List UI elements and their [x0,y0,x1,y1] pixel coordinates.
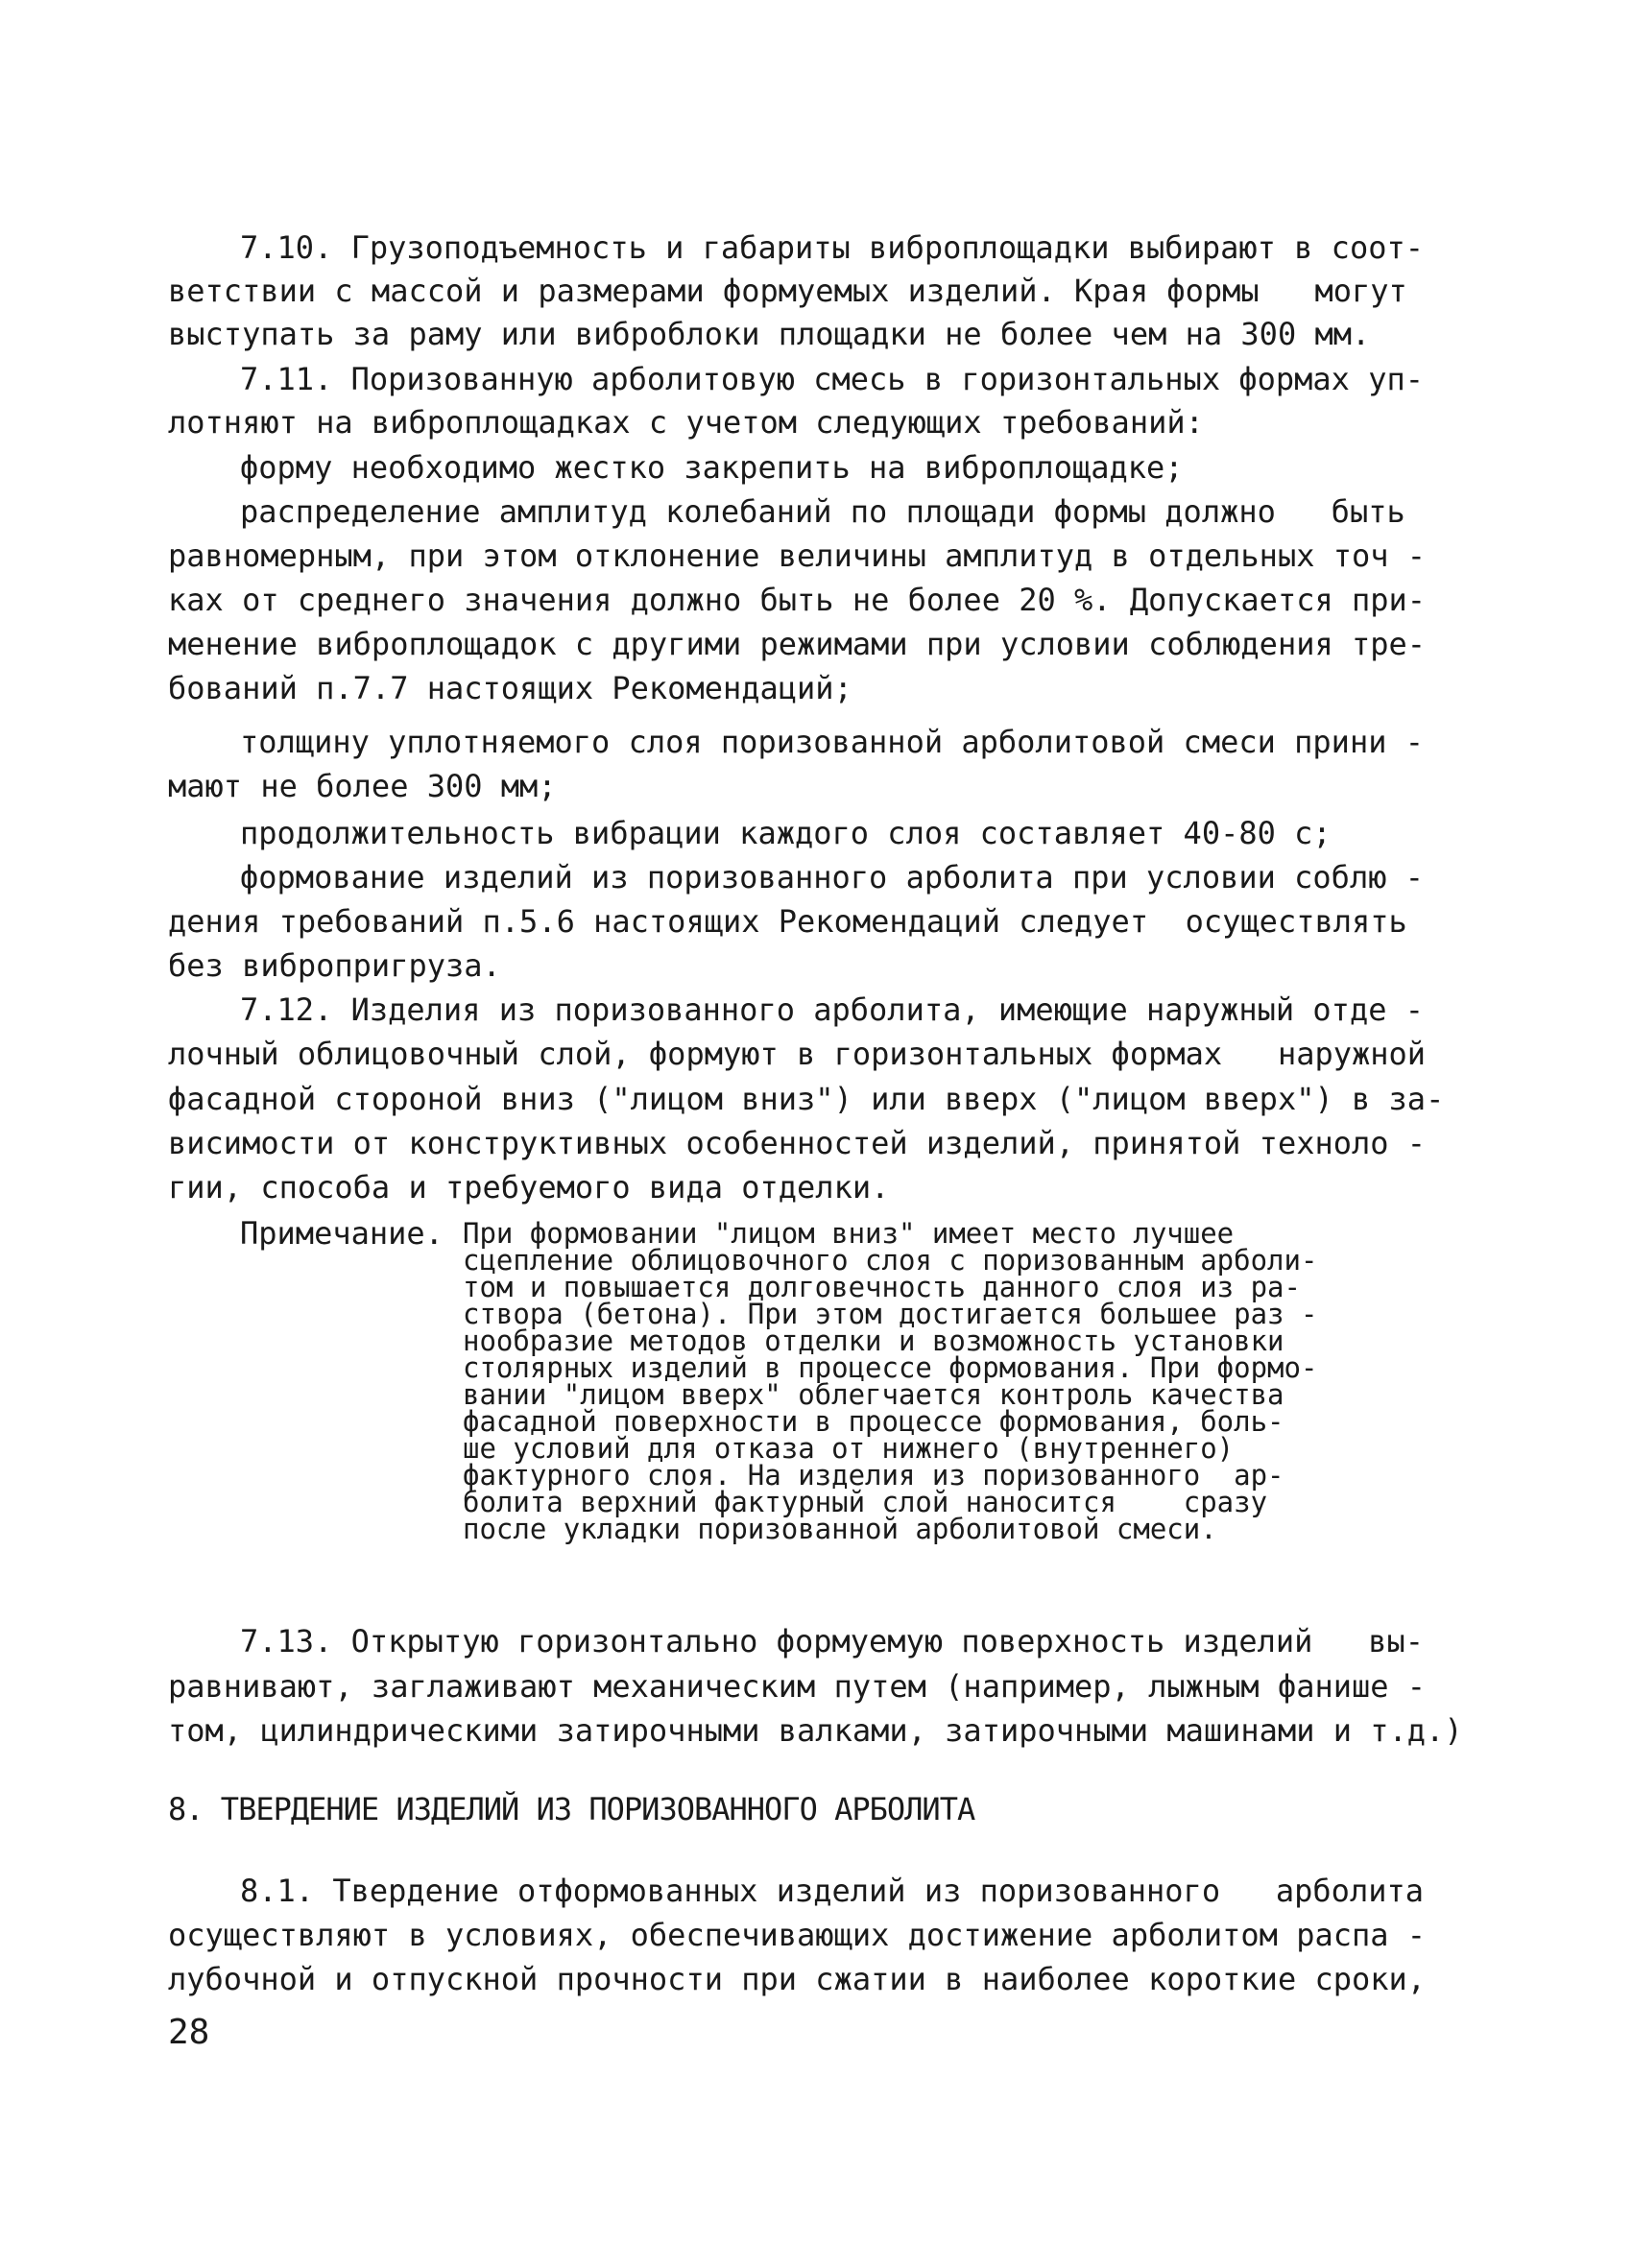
para-7-11-line-12: формование изделий из поризованного арболита при условии соблю - [240,859,1424,895]
note-line-1: При формовании "лицом вниз" имеет место лучшее [463,1217,1235,1250]
para-7-11-line-2: лотняют на виброплощадках с учетом следующих требований: [168,404,1204,441]
note-line-11: болита верхний фактурный слой наносится сразу [463,1486,1268,1518]
para-7-11-line-4: распределение амплитуд колебаний по площади формы должно быть [240,493,1405,530]
page-number: 28 [168,2013,210,2052]
note-line-12: после укладки поризованной арболитовой смеси. [463,1513,1217,1545]
para-7-11-line-10: мают не более 300 мм; [168,768,557,804]
para-8-1-line-3: лубочной и отпускной прочности при сжатии в наиболее короткие сроки, [168,1961,1427,1997]
para-8-1-line-1: 8.1. Твердение отформованных изделий из поризованного арболита [240,1873,1424,1909]
note-line-9: ше условий для отказа от нижнего (внутреннего) [463,1432,1235,1465]
para-8-1-line-2: осуществляют в условиях, обеспечивающих достижение арболитом распа - [168,1917,1427,1953]
para-7-10-line-2: ветствии с массой и размерами формуемых изделий. Края формы могут [168,273,1407,309]
para-7-12-line-2: лочный облицовочный слой, формуют в горизонтальных формах наружной [168,1036,1427,1072]
note-line-8: фасадной поверхности в процессе формования, боль- [463,1405,1284,1438]
para-7-11-line-9: толщину уплотняемого слоя поризованной арболитовой смеси прини - [240,724,1424,760]
note-line-10: фактурного слоя. На изделия из поризованного ар- [463,1459,1284,1492]
para-7-11-line-14: без вибропригруза. [168,947,501,984]
para-7-11-line-7: менение виброплощадок с другими режимами при условии соблюдения тре- [168,626,1427,662]
para-7-12-line-3: фасадной стороной вниз ("лицом вниз") или вверх ("лицом вверх") в за- [168,1081,1445,1117]
para-7-11-line-13: дения требований п.5.6 настоящих Рекомендаций следует осуществлять [168,903,1407,940]
para-7-12-line-4: висимости от конструктивных особенностей изделий, принятой техноло - [168,1125,1427,1161]
para-7-13-line-3: том, цилиндрическими затирочными валками, затирочными машинами и т.д.) [168,1712,1463,1749]
para-7-10-line-3: выступать за раму или вибpоблоки площадки не более чем на 300 мм. [168,316,1371,352]
note-line-3: том и повышается долговечность данного слоя из ра- [463,1271,1301,1303]
note-line-7: вании "лицом вверх" облегчается контроль качества [463,1378,1284,1411]
para-7-12-line-5: гии, способа и требуемого вида отделки. [168,1169,890,1206]
para-7-13-line-1: 7.13. Открытую горизонтально формуемую поверхность изделий вы- [240,1623,1424,1659]
note-line-6: столярных изделий в процессе формования. При формо- [463,1351,1318,1384]
para-7-12-line-1: 7.12. Изделия из поризованного арболита, имеющие наружный отде - [240,991,1424,1028]
para-7-11-line-11: продолжительность вибрации каждого слоя составляет 40-80 с; [240,815,1332,851]
para-7-11-line-1: 7.11. Поризованную арболитовую смесь в горизонтальных формах уп- [240,361,1424,397]
note-label: Примечание. [240,1215,444,1252]
para-7-13-line-2: равнивают, заглаживают механическим путем (например, лыжным фанише - [168,1668,1427,1705]
para-7-11-line-5: равномерным, при этом отклонение величины амплитуд в отдельных точ - [168,537,1427,574]
para-7-11-line-6: ках от среднего значения должно быть не более 20 %. Допускается при- [168,582,1427,618]
note-line-4: створа (бетона). При этом достигается большее раз - [463,1298,1318,1330]
note-line-5: нообразие методов отделки и возможность установки [463,1325,1284,1357]
para-7-10-line-1: 7.10. Грузоподъемность и габариты виброплощадки выбирают в соот- [240,229,1424,266]
para-7-11-line-8: бований п.7.7 настоящих Рекомендаций; [168,670,852,706]
para-7-11-line-3: форму необходимо жестко закрепить на виброплощадке; [240,449,1184,486]
note-line-2: сцепление облицовочного слоя с поризованным арболи- [463,1244,1318,1277]
section-8-heading: 8. ТВЕРДЕНИЕ ИЗДЕЛИЙ ИЗ ПОРИЗОВАННОГО АРБОЛИТА [168,1791,975,1827]
